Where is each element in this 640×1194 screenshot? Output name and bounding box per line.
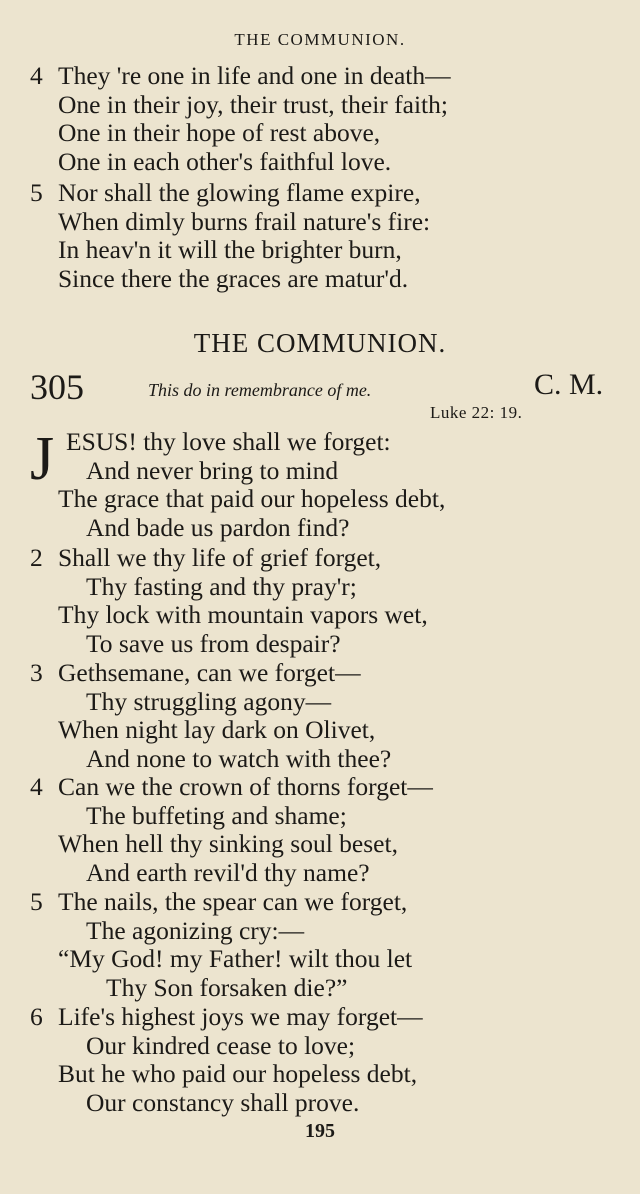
stanza-line: Thy Son forsaken die?” (106, 972, 348, 1002)
page-number: 195 (305, 1120, 335, 1142)
stanza-line: Thy fasting and thy pray'r; (86, 571, 357, 601)
stanza-line: Our kindred cease to love; (86, 1030, 356, 1060)
stanza-line: Since there the graces are matur'd. (58, 263, 409, 293)
hymn-stanza-6 (30, 1003, 620, 1117)
hymn-stanza-2 (30, 544, 620, 658)
stanza-line: The agonizing cry:— (86, 915, 305, 945)
hymn-meter: C. M. (534, 368, 604, 401)
stanza-line: When dimly burns frail nature's fire: (58, 206, 431, 236)
line-text: Nor shall the glowing flame expire, (58, 178, 421, 207)
stanza-line: One in their joy, their trust, their faith; (58, 89, 448, 119)
drop-cap: J (30, 425, 55, 493)
stanza-line (30, 888, 620, 917)
stanza-line: When night lay dark on Olivet, (58, 715, 376, 745)
stanza-number: 5 (30, 887, 43, 916)
line-text: They 're one in life and one in death— (58, 61, 451, 90)
stanza-line: One in each other's faithful love. (58, 146, 392, 176)
stanza-number: 6 (30, 1002, 43, 1031)
hymn-stanza-3 (30, 659, 620, 773)
stanza-line: Thy lock with mountain vapors wet, (58, 600, 428, 630)
stanza-line (30, 179, 620, 208)
stanza-line: And earth revil'd thy name? (86, 857, 370, 887)
stanza-number: 3 (30, 658, 43, 687)
stanza-line: And never bring to mind (86, 455, 339, 485)
stanza-number: 5 (30, 178, 43, 207)
stanza-line (30, 659, 620, 688)
stanza-line: But he who paid our hopeless debt, (58, 1059, 418, 1089)
stanza-line: “My God! my Father! wilt thou let (58, 944, 413, 974)
running-head: THE COMMUNION. (234, 30, 406, 49)
stanza-line: Our constancy shall prove. (86, 1087, 360, 1117)
stanza-line: One in their hope of rest above, (58, 118, 381, 148)
stanza-line: ESUS! thy love shall we forget: (66, 427, 391, 456)
scripture-reference: Luke 22: 19. (430, 403, 523, 422)
line-text: Can we the crown of thorns forget— (58, 772, 433, 801)
hymn-epigraph: This do in remembrance of me. (148, 380, 372, 400)
stanza-line: Thy struggling agony— (86, 686, 332, 716)
stanza-number: 4 (30, 61, 43, 90)
stanza-line: To save us from despair? (86, 628, 341, 658)
stanza-line (30, 544, 620, 573)
prev-stanza-4 (30, 62, 620, 176)
line-text: Gethsemane, can we forget— (58, 658, 361, 687)
stanza-line: The grace that paid our hopeless debt, (58, 484, 446, 514)
stanza-number: 2 (30, 543, 43, 572)
stanza-line (30, 773, 620, 802)
stanza-line: And none to watch with thee? (86, 743, 392, 773)
line-text: The nails, the spear can we forget, (58, 887, 408, 916)
stanza-line: In heav'n it will the brighter burn, (58, 235, 402, 265)
prev-stanza-5 (30, 179, 620, 293)
stanza-line: The buffeting and shame; (86, 800, 347, 830)
stanza-line (30, 62, 620, 91)
stanza-line: When hell thy sinking soul beset, (58, 829, 398, 859)
hymn-stanza-5 (30, 888, 620, 1002)
hymn-number: 305 (30, 367, 84, 407)
section-title: THE COMMUNION. (193, 328, 447, 358)
stanza-line (30, 1003, 620, 1032)
stanza-line: And bade us pardon find? (86, 512, 350, 542)
stanza-number: 4 (30, 772, 43, 801)
hymn-stanza-1 (30, 425, 620, 542)
line-text: Life's highest joys we may forget— (58, 1002, 423, 1031)
line-text: Shall we thy life of grief forget, (58, 543, 382, 572)
hymn-stanza-4 (30, 773, 620, 887)
